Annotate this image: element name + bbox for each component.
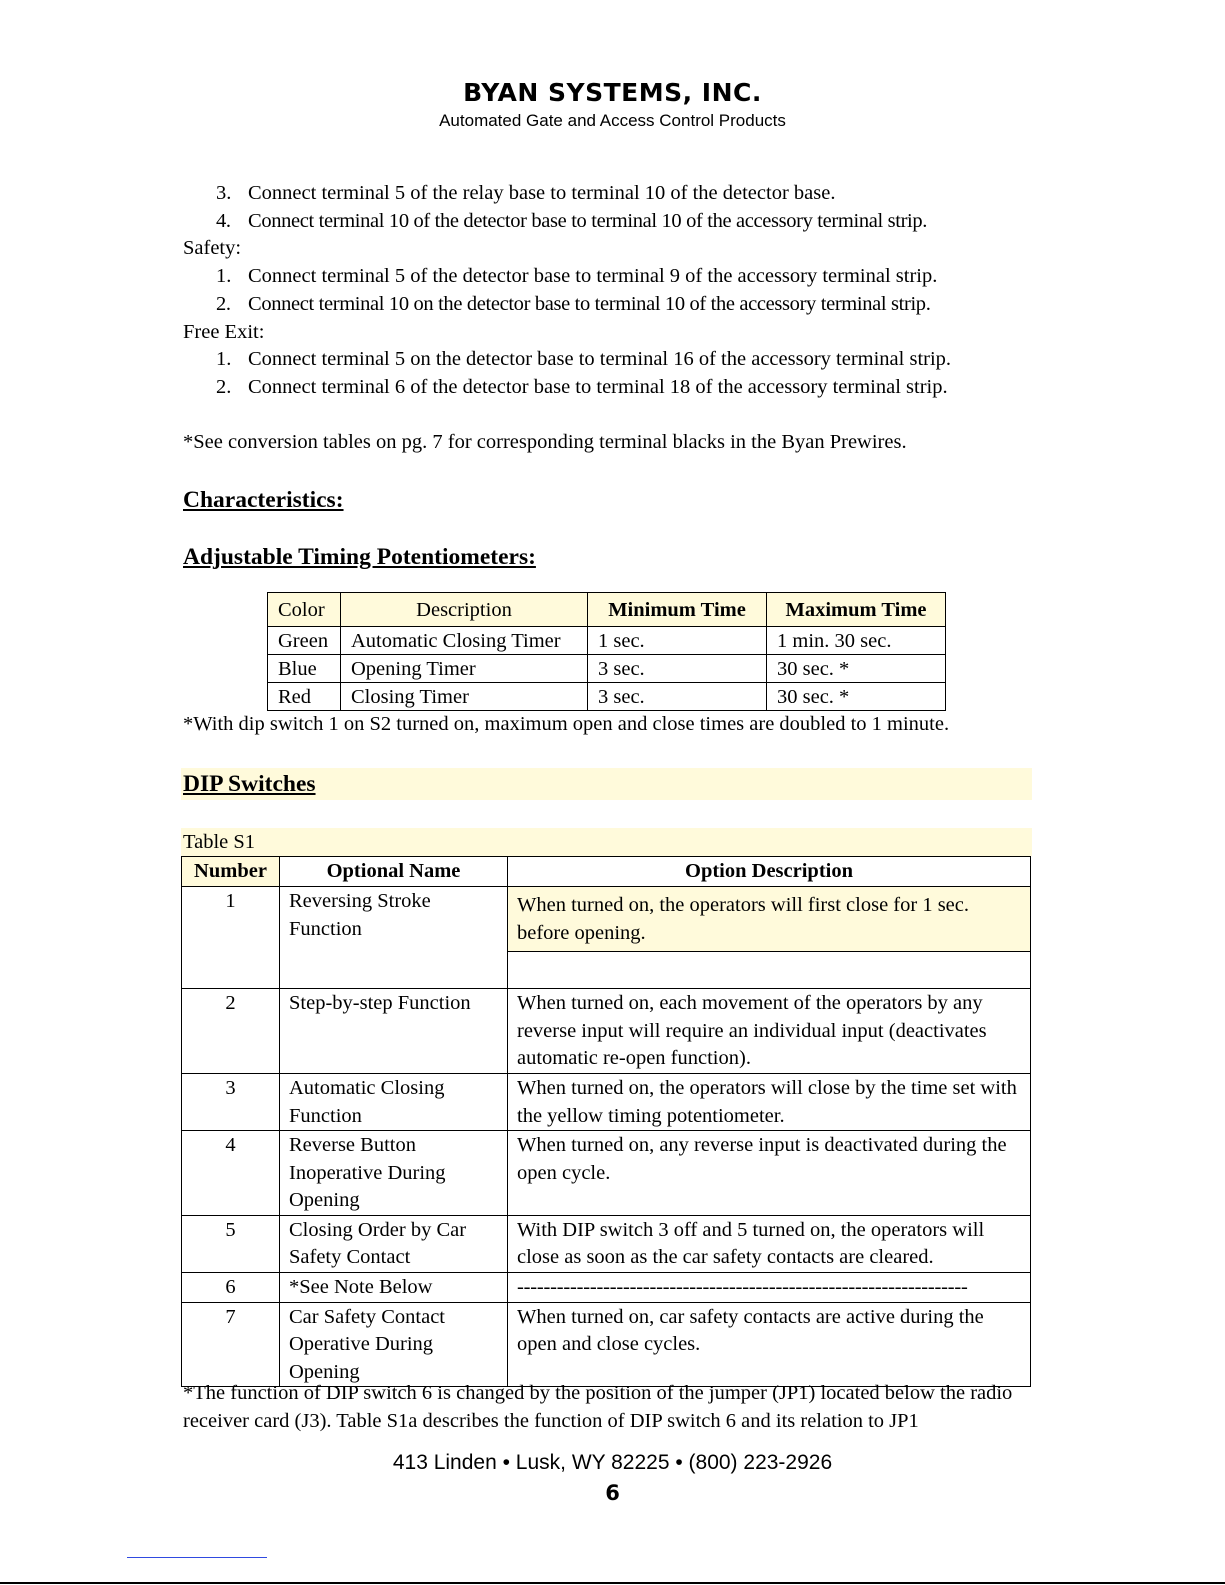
list-number: 2. xyxy=(216,292,231,315)
table-cell: 1 sec. xyxy=(588,627,767,655)
column-header: Color xyxy=(268,593,341,627)
list-number: 1. xyxy=(216,348,232,371)
characteristics-heading: Characteristics: xyxy=(183,486,344,513)
table-cell: 1 min. 30 sec. xyxy=(767,627,946,655)
switch-description: When turned on, the operators will first close for 1 sec. before opening. xyxy=(508,887,1031,952)
table-header-row xyxy=(182,857,1031,887)
footnote-separator xyxy=(127,1557,267,1558)
switch-number: 1 xyxy=(182,887,280,989)
list-item xyxy=(183,374,1043,402)
table-row xyxy=(182,1074,1031,1131)
switch-number: 3 xyxy=(182,1074,280,1131)
potentiometer-note: *With dip switch 1 on S2 turned on, maximum open and close times are doubled to 1 minute. xyxy=(183,713,950,735)
switch-name: Car Safety Contact Operative During Opening xyxy=(280,1302,508,1387)
table-cell: Red xyxy=(268,683,341,711)
table-cell: Automatic Closing Timer xyxy=(341,627,588,655)
table-row xyxy=(182,887,1031,952)
list-item xyxy=(183,208,1043,236)
table-cell: Blue xyxy=(268,655,341,683)
table-cell: Opening Timer xyxy=(341,655,588,683)
switch-description: When turned on, any reverse input is deactivated during the open cycle. xyxy=(508,1131,1031,1216)
switch-name: Closing Order by Car Safety Contact xyxy=(280,1215,508,1272)
table-label-highlight xyxy=(181,828,1032,856)
table-cell: Green xyxy=(268,627,341,655)
list-text: Connect terminal 5 of the detector base to terminal 9 of the accessory terminal strip. xyxy=(248,265,938,288)
list-number: 4. xyxy=(216,209,231,232)
switch-number: 4 xyxy=(182,1131,280,1216)
list-text: Connect terminal 5 on the detector base to terminal 16 of the accessory terminal strip. xyxy=(248,348,952,371)
switch-number: 6 xyxy=(182,1272,280,1302)
switch-description: When turned on, car safety contacts are active during the open and close cycles. xyxy=(508,1302,1031,1387)
company-name: BYAN SYSTEMS, INC. xyxy=(463,78,762,107)
switch-description: With DIP switch 3 off and 5 turned on, the operators will close as soon as the car safety contacts are cleared. xyxy=(508,1215,1031,1272)
switch-name: Reversing Stroke Function xyxy=(280,887,508,989)
list-text: Connect terminal 10 on the detector base to terminal 10 of the accessory terminal strip. xyxy=(248,292,931,315)
column-header: Optional Name xyxy=(280,857,508,887)
column-header: Option Description xyxy=(508,857,1031,887)
list-item xyxy=(183,263,1043,291)
switch-number: 7 xyxy=(182,1302,280,1387)
switch-name: Automatic Closing Function xyxy=(280,1074,508,1131)
table-cell: 30 sec. * xyxy=(767,683,946,711)
table-cell: 3 sec. xyxy=(588,683,767,711)
page-header xyxy=(0,78,1225,132)
table-header-row xyxy=(268,593,946,627)
safety-label: Safety: xyxy=(183,237,242,260)
list-item xyxy=(183,291,1043,319)
table-row xyxy=(182,1302,1031,1387)
list-text: Connect terminal 10 of the detector base to terminal 10 of the accessory terminal strip. xyxy=(248,209,928,232)
table-cell: 3 sec. xyxy=(588,655,767,683)
switch-number: 5 xyxy=(182,1215,280,1272)
page-bottom-border xyxy=(0,1582,1225,1584)
switch-number: 2 xyxy=(182,989,280,1074)
page-number: 6 xyxy=(605,1481,620,1505)
table-row xyxy=(268,683,946,711)
switch-name: *See Note Below xyxy=(280,1272,508,1302)
list-item xyxy=(183,346,1043,374)
list-number: 1. xyxy=(216,265,232,288)
company-tagline: Automated Gate and Access Control Products xyxy=(439,111,786,130)
column-header: Description xyxy=(341,593,588,627)
switch-name: Reverse Button Inoperative During Opening xyxy=(280,1131,508,1216)
potentiometer-table xyxy=(267,592,946,711)
table-row xyxy=(182,1215,1031,1272)
table-row xyxy=(268,655,946,683)
dip-switch-table xyxy=(181,856,1031,1387)
switch-description: -------------------------------------------------------------------- xyxy=(508,1272,1031,1302)
table-s1-label: Table S1 xyxy=(183,831,256,853)
table-row xyxy=(182,1272,1031,1302)
table-row xyxy=(268,627,946,655)
list-item xyxy=(183,180,1043,208)
list-number: 3. xyxy=(216,182,232,204)
column-header: Minimum Time xyxy=(588,593,767,627)
table-row xyxy=(182,989,1031,1074)
switch-description: When turned on, each movement of the operators by any reverse input will require an individual input (deactivates automatic re-open function). xyxy=(508,989,1031,1074)
free-exit-label: Free Exit: xyxy=(183,320,265,343)
switch-description: When turned on, the operators will close by the time set with the yellow timing potentiometer. xyxy=(508,1074,1031,1131)
column-header: Maximum Time xyxy=(767,593,946,627)
empty-cell xyxy=(508,952,1031,989)
conversion-note: *See conversion tables on pg. 7 for corresponding terminal blacks in the Byan Prewires. xyxy=(183,431,907,454)
table-cell: 30 sec. * xyxy=(767,655,946,683)
wiring-instructions xyxy=(183,180,1043,572)
column-header: Number xyxy=(182,857,280,887)
page-footer xyxy=(0,1450,1225,1508)
switch-name: Step-by-step Function xyxy=(280,989,508,1074)
table-cell: Closing Timer xyxy=(341,683,588,711)
list-text: Connect terminal 5 of the relay base to terminal 10 of the detector base. xyxy=(248,182,836,204)
list-number: 2. xyxy=(216,375,232,398)
list-text: Connect terminal 6 of the detector base to terminal 18 of the accessory terminal strip. xyxy=(248,375,948,398)
dip-switches-heading: DIP Switches xyxy=(183,771,316,797)
table-row xyxy=(182,1131,1031,1216)
potentiometers-heading: Adjustable Timing Potentiometers: xyxy=(183,544,536,571)
company-address: 413 Linden • Lusk, WY 82225 • (800) 223-2926 xyxy=(392,1451,833,1474)
dip-switch-6-note: *The function of DIP switch 6 is changed by the position of the jumper (JP1) located below the radio receiver card (J3). Table S1a describes the function of DIP switch 6 and its relation to JP1 xyxy=(183,1382,1013,1432)
